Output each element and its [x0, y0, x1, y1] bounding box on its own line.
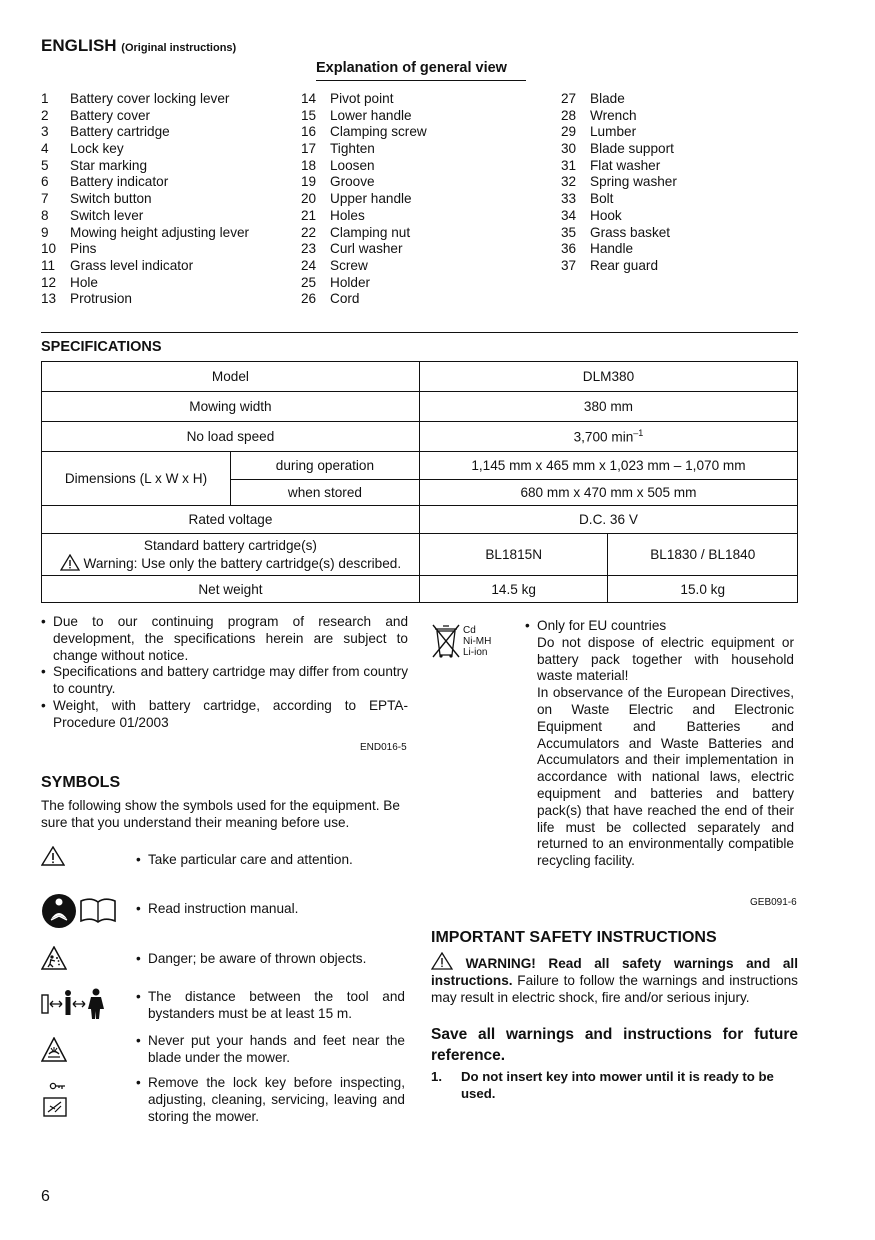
battery-type-label: Li-ion — [463, 647, 488, 658]
spec-row-rated-voltage — [42, 506, 798, 534]
part-number: 34 — [561, 207, 577, 223]
symbol-text-care: • Take particular care and attention. — [136, 852, 405, 869]
spec-note: • Specifications and battery cartridge may differ from country to country. — [41, 664, 408, 698]
part-label: Pivot point — [330, 91, 394, 106]
spec-value: D.C. 36 V — [419, 506, 797, 534]
part-list-item — [301, 241, 427, 258]
part-label: Screw — [330, 257, 368, 273]
part-list-item — [41, 258, 249, 275]
battery-label: Standard battery cartridge(s) — [143, 538, 317, 553]
part-label: Protrusion — [70, 291, 132, 307]
part-number: 23 — [301, 241, 317, 257]
section-divider — [41, 332, 798, 333]
warning-text: Failure to follow the warnings and instructions may result in electric shock, fire and/or serious injury. — [431, 972, 798, 1005]
part-number: 27 — [561, 91, 577, 106]
battery-warning-text: Warning: Use only the battery cartridge(s) described. — [83, 556, 402, 571]
part-number: 29 — [561, 124, 577, 140]
part-label: Handle — [590, 241, 634, 257]
part-list-item — [41, 158, 249, 175]
part-list-item — [41, 141, 249, 158]
safety-title: IMPORTANT SAFETY INSTRUCTIONS — [431, 929, 717, 946]
spec-label: Net weight — [42, 576, 420, 603]
specifications-table — [41, 361, 798, 603]
spec-label: No load speed — [42, 422, 420, 452]
eu-disposal-text — [525, 618, 794, 870]
part-list-item — [561, 241, 677, 258]
part-label: Clamping nut — [330, 224, 411, 240]
part-label: Lock key — [70, 141, 124, 157]
part-label: Upper handle — [330, 191, 412, 207]
part-number: 22 — [301, 224, 317, 240]
part-list-item — [301, 158, 427, 175]
part-label: Grass level indicator — [70, 257, 194, 273]
spec-value: 15.0 kg — [608, 576, 798, 603]
spec-label — [42, 534, 420, 576]
part-label: Switch lever — [70, 207, 144, 223]
part-number: 13 — [41, 291, 57, 307]
battery-type-label: Cd — [463, 625, 476, 636]
part-list-item — [561, 258, 677, 275]
part-label: Battery cover locking lever — [70, 91, 230, 106]
spec-label: Dimensions (L x W x H) — [42, 452, 231, 506]
part-list-item — [301, 291, 427, 308]
spec-label: Model — [42, 362, 420, 392]
spec-sublabel: when stored — [230, 480, 419, 506]
part-label: Curl washer — [330, 241, 403, 257]
part-list-item — [41, 108, 249, 125]
part-label: Lumber — [590, 124, 637, 140]
part-number: 21 — [301, 207, 317, 223]
symbol-description — [136, 1033, 405, 1067]
part-number: 8 — [41, 207, 49, 223]
part-list-item — [301, 91, 427, 108]
thrown-objects-icon — [41, 946, 67, 970]
hands-feet-blade-icon — [41, 1037, 67, 1062]
part-list-item — [41, 225, 249, 242]
spec-note: • Weight, with battery cartridge, according to EPTA-Procedure 01/2003 — [41, 698, 408, 732]
symbol-text-distance: • The distance between the tool and bystanders must be at least 15 m. — [136, 989, 405, 1023]
part-list-item — [41, 208, 249, 225]
part-label: Pins — [70, 241, 97, 257]
spec-value: 1,145 mm x 465 mm x 1,023 mm – 1,070 mm — [419, 452, 797, 480]
part-list-item — [301, 191, 427, 208]
spec-row-model — [42, 362, 798, 392]
page-language-heading — [41, 36, 236, 56]
part-number: 24 — [301, 257, 317, 273]
battery-type-label: Ni-MH — [463, 636, 492, 647]
part-list-item — [561, 91, 677, 108]
part-number: 12 — [41, 274, 57, 290]
part-label: Clamping screw — [330, 124, 427, 140]
spec-value: 14.5 kg — [419, 576, 608, 603]
part-list-item — [301, 225, 427, 242]
part-number: 32 — [561, 174, 577, 190]
battery-warning — [46, 554, 415, 572]
warning-triangle-icon — [431, 952, 453, 970]
remove-lock-key-icon — [41, 1082, 69, 1118]
part-list-item — [561, 208, 677, 225]
bystander-distance-icon — [41, 987, 119, 1021]
symbol-text-blade: • Never put your hands and feet near the blade under the mower. — [136, 1033, 405, 1067]
part-number: 14 — [301, 91, 317, 106]
symbols-intro: The following show the symbols used for the equipment. Be sure that you understand their meaning before use. — [41, 798, 400, 830]
part-list-item — [301, 174, 427, 191]
battery-type-labels — [463, 625, 491, 658]
part-label: Hook — [590, 207, 622, 223]
part-list-item — [301, 124, 427, 141]
symbol-description — [136, 1075, 405, 1125]
spec-label: Mowing width — [42, 392, 420, 422]
spec-row-no-load-speed — [42, 422, 798, 452]
part-label: Wrench — [590, 107, 637, 123]
symbol-description — [136, 989, 405, 1023]
part-number: 16 — [301, 124, 317, 140]
part-number: 11 — [41, 257, 56, 273]
part-number: 5 — [41, 157, 49, 173]
specifications-title: SPECIFICATIONS — [41, 339, 162, 355]
part-list-item — [41, 241, 249, 258]
spec-value — [419, 422, 797, 452]
symbol-description — [136, 951, 405, 968]
part-number: 30 — [561, 141, 577, 157]
part-number: 9 — [41, 224, 49, 240]
part-list-item — [301, 258, 427, 275]
spec-sublabel: during operation — [230, 452, 419, 480]
symbol-text-thrown: • Danger; be aware of thrown objects. — [136, 951, 405, 968]
spec-notes — [41, 614, 408, 732]
part-number: 25 — [301, 274, 317, 290]
speed-value: 3,700 min — [573, 429, 634, 445]
part-list-item — [41, 174, 249, 191]
safety-item-1 — [431, 1069, 798, 1103]
eu-text: Do not dispose of electric equipment or battery pack together with household waste material! — [537, 634, 794, 684]
part-label: Groove — [330, 174, 375, 190]
part-number: 28 — [561, 107, 577, 123]
speed-exponent: –1 — [633, 428, 644, 439]
part-number: 10 — [41, 241, 57, 257]
part-label: Blade support — [590, 141, 674, 157]
part-label: Battery cartridge — [70, 124, 170, 140]
part-number: 26 — [301, 291, 317, 307]
part-number: 1 — [41, 91, 49, 106]
spec-value: 680 mm x 470 mm x 505 mm — [419, 480, 797, 506]
part-label: Lower handle — [330, 107, 412, 123]
part-label: Loosen — [330, 157, 375, 173]
part-label: Grass basket — [590, 224, 671, 240]
spec-note: • Due to our continuing program of research and development, the specifications herein are subject to change without notice. — [41, 614, 408, 664]
parts-list-col3 — [561, 91, 677, 275]
part-list-item — [301, 208, 427, 225]
crossed-bin-icon — [431, 623, 461, 659]
part-list-item — [41, 291, 249, 308]
part-list-item — [561, 141, 677, 158]
part-number: 7 — [41, 191, 49, 207]
part-number: 20 — [301, 191, 317, 207]
reference-code: END016-5 — [360, 742, 407, 753]
part-label: Blade — [590, 91, 625, 106]
part-label: Cord — [330, 291, 360, 307]
part-label: Bolt — [590, 191, 614, 207]
part-number: 36 — [561, 241, 577, 257]
part-label: Mowing height adjusting lever — [70, 224, 250, 240]
part-number: 3 — [41, 124, 49, 140]
part-label: Hole — [70, 274, 98, 290]
part-label: Tighten — [330, 141, 375, 157]
warning-triangle-icon — [60, 554, 80, 571]
part-list-item — [301, 141, 427, 158]
part-label: Holder — [330, 274, 371, 290]
part-number: 37 — [561, 257, 577, 273]
language-label: ENGLISH — [41, 36, 117, 55]
item-text: Do not insert key into mower until it is ready to be used. — [461, 1069, 774, 1101]
part-list-item — [561, 191, 677, 208]
spec-row-net-weight — [42, 576, 798, 603]
item-number: 1. — [431, 1069, 442, 1084]
part-number: 19 — [301, 174, 317, 190]
part-number: 6 — [41, 174, 49, 190]
page-number: 6 — [41, 1188, 50, 1205]
part-label: Battery cover — [70, 107, 151, 123]
part-list-item — [41, 124, 249, 141]
part-label: Spring washer — [590, 174, 677, 190]
part-number: 31 — [561, 157, 577, 173]
part-list-item — [561, 158, 677, 175]
spec-row-dimensions-operation — [42, 452, 798, 480]
part-label: Switch button — [70, 191, 152, 207]
spec-value: BL1830 / BL1840 — [608, 534, 798, 576]
spec-value: 380 mm — [419, 392, 797, 422]
part-list-item — [41, 191, 249, 208]
part-label: Battery indicator — [70, 174, 169, 190]
warning-bold: WARNING! Read all safety warnings and all instructions. — [431, 956, 798, 988]
part-list-item — [41, 275, 249, 292]
part-number: 18 — [301, 157, 317, 173]
part-label: Rear guard — [590, 257, 659, 273]
save-instructions: Save all warnings and instructions for future reference. — [431, 1026, 798, 1064]
read-manual-icon — [41, 893, 117, 929]
reference-code: GEB091-6 — [750, 897, 797, 908]
part-list-item — [561, 174, 677, 191]
part-list-item — [561, 108, 677, 125]
part-number: 4 — [41, 141, 49, 157]
spec-row-mowing-width — [42, 392, 798, 422]
part-list-item — [301, 108, 427, 125]
spec-value: BL1815N — [419, 534, 608, 576]
explanation-title: Explanation of general view — [316, 60, 526, 81]
symbol-text-lock-key: • Remove the lock key before inspecting, adjusting, cleaning, servicing, leaving and storing the mower. — [136, 1075, 405, 1125]
part-number: 33 — [561, 191, 577, 207]
part-label: Holes — [330, 207, 365, 223]
part-number: 15 — [301, 107, 317, 123]
part-list-item — [301, 275, 427, 292]
symbols-title: SYMBOLS — [41, 774, 121, 791]
parts-list-col1 — [41, 91, 249, 308]
part-number: 35 — [561, 224, 577, 240]
parts-list-col2 — [301, 91, 427, 308]
part-list-item — [41, 91, 249, 108]
symbol-description — [136, 852, 405, 869]
eu-heading: • Only for EU countries — [525, 618, 794, 635]
part-list-item — [561, 124, 677, 141]
safety-warning — [431, 952, 798, 1006]
part-number: 2 — [41, 107, 49, 123]
warning-triangle-icon — [41, 846, 65, 866]
part-label: Flat washer — [590, 157, 661, 173]
part-list-item — [561, 225, 677, 242]
part-number: 17 — [301, 141, 317, 157]
symbol-description — [136, 901, 405, 918]
part-label: Star marking — [70, 157, 148, 173]
spec-label: Rated voltage — [42, 506, 420, 534]
eu-text-directives: In observance of the European Directives, on Waste Electric and Electronic Equipment and Batteries and Accumulators and Waste Batteries and Accumulators and their implementation in accordance with national laws, electric equipment and batteries and battery pack(s) that have reached the end of their life must be collected separately and returned to an environmentally compatible recycling facility. — [537, 685, 794, 869]
spec-row-battery — [42, 534, 798, 576]
language-note: (Original instructions) — [121, 42, 237, 54]
spec-value: DLM380 — [419, 362, 797, 392]
symbol-text-manual: • Read instruction manual. — [136, 901, 405, 918]
